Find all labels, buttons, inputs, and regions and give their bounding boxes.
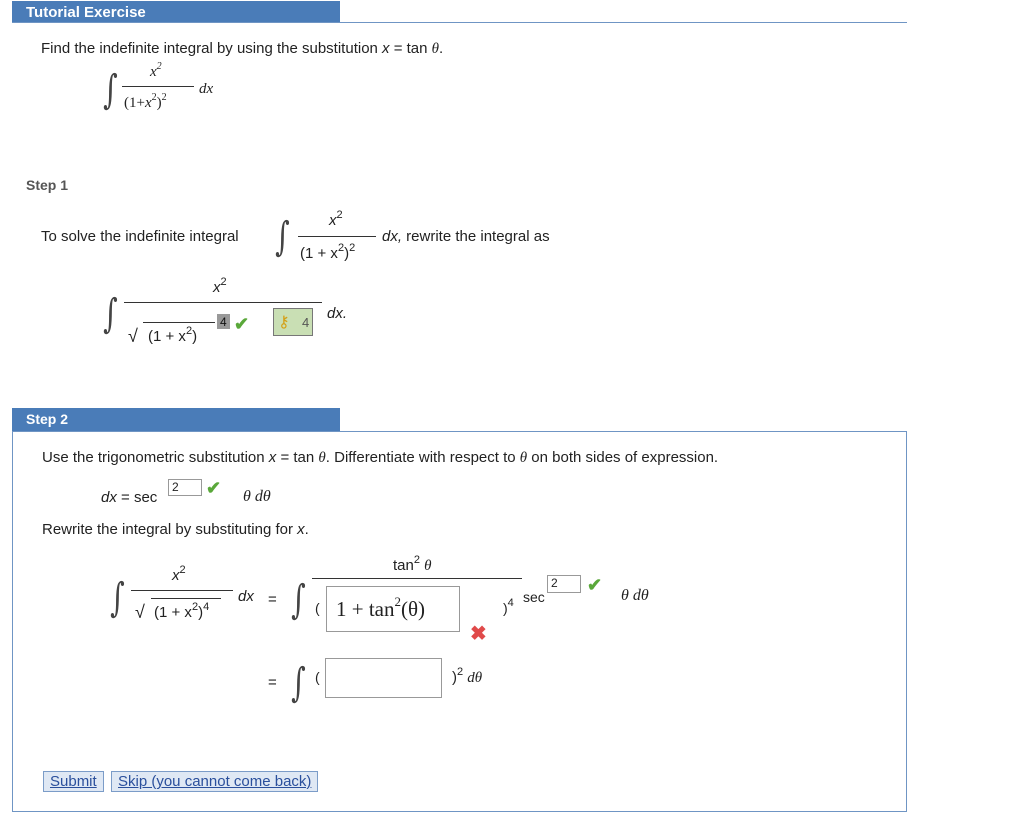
step2-rhs-input-value: $1 + \tan^2(\theta)$ <box>336 594 426 621</box>
skip-button[interactable]: Skip (you cannot come back) <box>111 771 318 792</box>
step2-equals-1: = <box>268 591 277 608</box>
step2-lhs-dx: dx <box>238 588 254 605</box>
question-prompt: Find the indefinite integral by using the substitution x = tan θ. <box>41 40 444 57</box>
submit-button[interactable]: Submit <box>43 771 104 792</box>
step2-rhs-frac-line <box>312 578 522 579</box>
step2-dx-check-icon: ✔ <box>206 478 222 498</box>
step2-rhs-input[interactable] <box>326 586 460 632</box>
question-denominator: $(1+x^2)^2$ <box>124 92 167 111</box>
step2-rhs-integral-sign: ∫ <box>291 577 306 623</box>
question-integral-sign: ∫ <box>103 67 118 113</box>
step2-rhs-sec: sec <box>523 589 545 605</box>
step2-dx-line: dx = sec <box>101 489 158 506</box>
step1-rewrite-integral-sign: ∫ <box>103 291 118 337</box>
step1-key-value: 4 <box>302 315 310 330</box>
step2-label: Step 2 <box>26 411 69 427</box>
header-rule <box>12 22 907 23</box>
step1-rewrite-denominator: $(1 + x^2)$ <box>148 325 198 345</box>
question-dx: dx <box>199 81 214 97</box>
question-numerator: $x^2$ <box>150 61 162 80</box>
step1-integral-sign: ∫ <box>275 214 290 260</box>
step1-frac-line <box>298 236 376 237</box>
step2-lhs-integral-sign: ∫ <box>110 575 125 621</box>
step2-rhs-paren-open: ( <box>315 600 320 616</box>
step2-lhs-sqrt-bar <box>151 598 221 599</box>
step1-sqrt-bar <box>143 322 215 323</box>
step1-dx-end: dx. <box>327 305 348 322</box>
step2-rhs-sec-answer-box[interactable]: 2 <box>547 575 581 593</box>
key-icon: ⚷ <box>278 314 290 331</box>
step1-label: Step 1 <box>26 177 69 193</box>
step2-lhs-numerator: $x^2$ <box>172 564 186 584</box>
step2-equals-2: = <box>268 674 277 691</box>
step2-line3-input[interactable] <box>325 658 442 698</box>
step2-line3-integral-sign: ∫ <box>291 660 306 706</box>
step2-rhs-check-icon: ✔ <box>587 575 603 595</box>
step2-dx-answer-box[interactable]: 2 <box>168 479 202 496</box>
step2-rhs-paren-close: )$^4$ <box>503 597 514 616</box>
step2-dx-tail: θ dθ <box>243 488 271 505</box>
step1-frac-numerator: $x^2$ <box>329 209 343 229</box>
step2-lhs-denominator: $(1 + x^2)^4$ <box>154 601 210 621</box>
step1-sqrt-sign: √ <box>128 326 138 346</box>
step1-rewrite-frac-line <box>124 302 322 303</box>
question-fraction-line <box>122 86 194 87</box>
step1-key-button[interactable] <box>273 308 313 336</box>
header-bar <box>12 1 340 23</box>
step2-instruction: Use the trigonometric substitution x = tan θ. Differentiate with respect to θ on both sides of expression. <box>42 449 719 466</box>
step2-lhs-frac-line <box>131 590 233 591</box>
step1-rewrite-numerator: $x^2$ <box>213 276 227 296</box>
step2-rewrite-text: Rewrite the integral by substituting for x. <box>42 521 309 538</box>
step1-text-pre: To solve the indefinite integral <box>41 228 239 245</box>
step2-line3-close: )$^2$ dθ <box>452 666 483 686</box>
step2-header <box>12 408 340 431</box>
step1-text-post: dx, rewrite the integral as <box>382 228 550 245</box>
step2-line3-paren-open: ( <box>315 669 320 685</box>
step1-check-icon: ✔ <box>234 314 250 334</box>
step2-rhs-tail: θ dθ <box>621 587 649 604</box>
step1-answer-box[interactable]: 4 <box>217 314 230 329</box>
header-title: Tutorial Exercise <box>26 4 146 21</box>
step2-rhs-numerator: $\tan^2 \theta$ <box>393 554 432 574</box>
step1-frac-denominator: $(1 + x^2)^2$ <box>300 242 356 262</box>
step2-rhs-cross-icon: ✖ <box>470 623 487 645</box>
step2-lhs-sqrt-sign: √ <box>135 602 145 622</box>
